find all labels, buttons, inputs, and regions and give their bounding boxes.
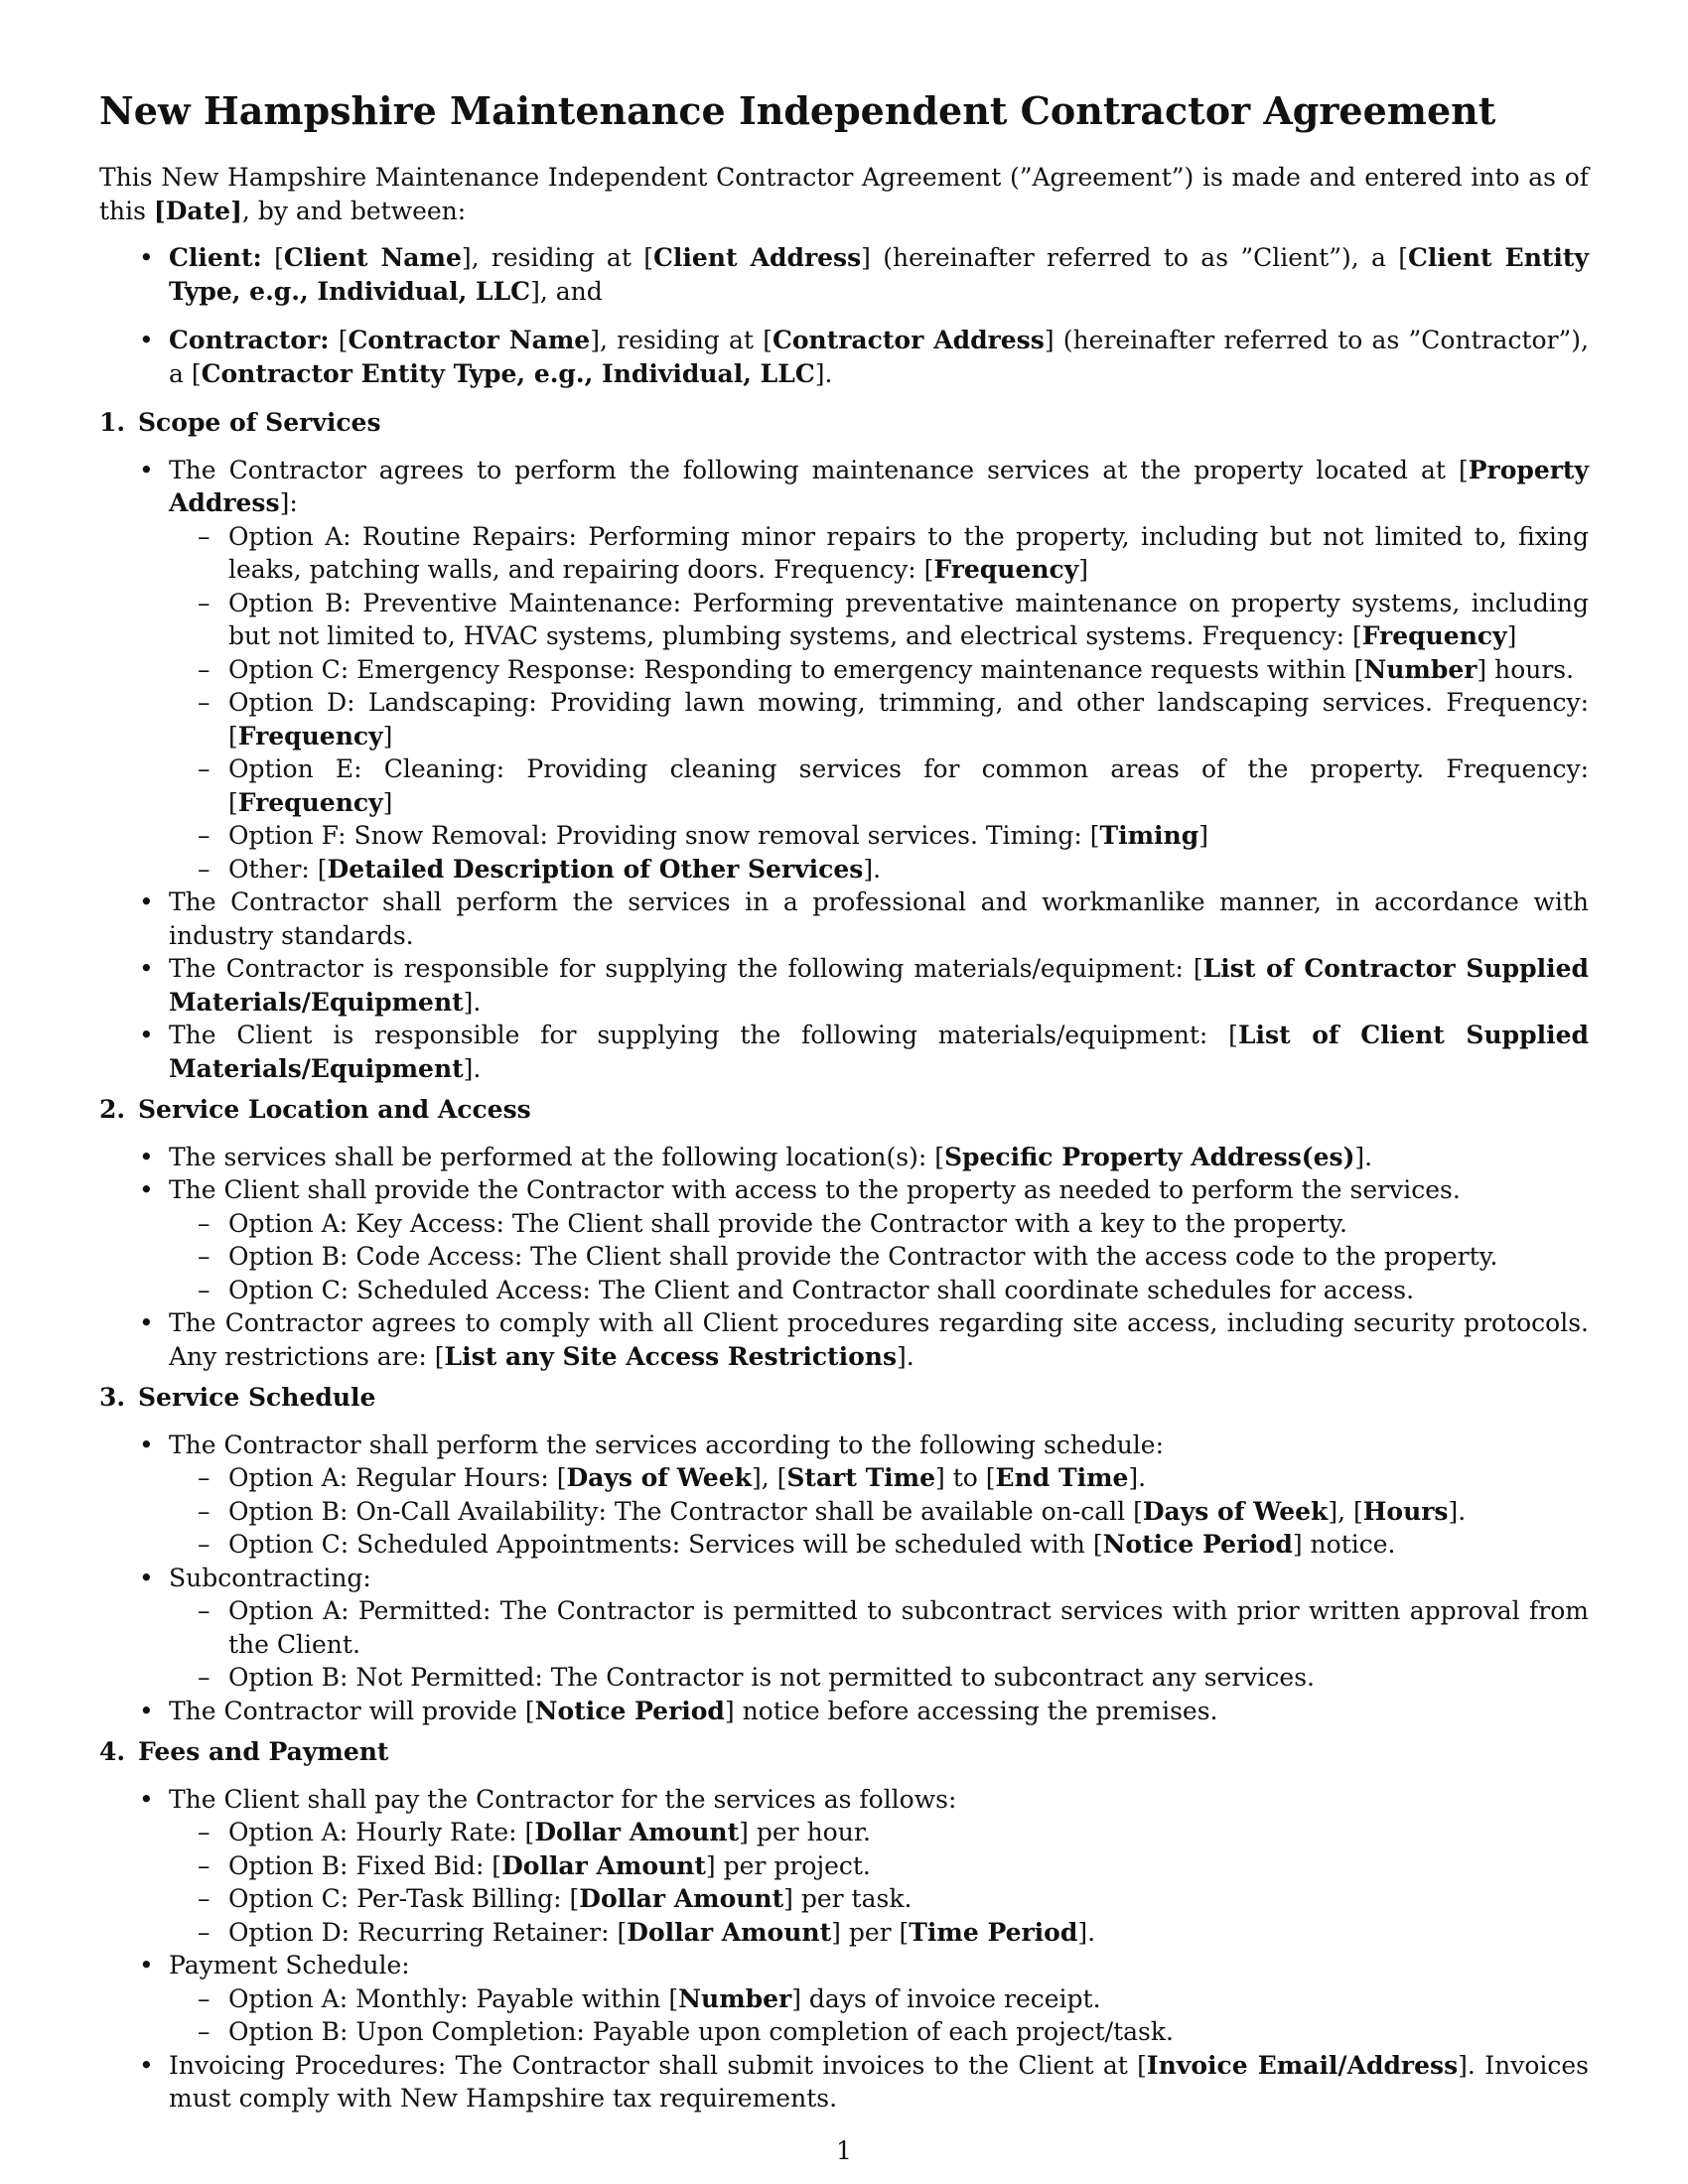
section-heading: 1. Scope of Services: [99, 408, 381, 437]
party-client: • Client: [Client Name], residing at [Client Address] (hereinafter referred to as ”Client”), a [Client Entity Type, e.g., Individual, LLC], and: [139, 243, 1589, 306]
option-item: – Option D: Recurring Retainer: [Dollar Amount] per [Time Period].: [198, 1917, 1096, 1947]
parties-list: [99, 241, 1589, 406]
section-service-schedule: [99, 1381, 1589, 1727]
section-service-location: [99, 1093, 1589, 1373]
section-heading: 2. Service Location and Access: [99, 1095, 531, 1124]
bullet: •: [139, 326, 154, 354]
option-item: – Option B: Preventive Maintenance: Performing preventative maintenance on property systems, including but not limited to, HVAC systems, plumbing systems, and electrical systems. Frequency: [Frequency]: [198, 588, 1589, 650]
bullet: •: [139, 243, 154, 272]
option-item: – Option F: Snow Removal: Providing snow removal services. Timing: [Timing]: [198, 821, 1208, 850]
option-item: – Option B: Fixed Bid: [Dollar Amount] per project.: [198, 1850, 871, 1880]
section-heading: 4. Fees and Payment: [99, 1737, 389, 1766]
list-item: • The Contractor will provide [Notice Period] notice before accessing the premises.: [139, 1696, 1218, 1725]
intro-paragraph: This New Hampshire Maintenance Independent Contractor Agreement (”Agreement”) is made and entered into as of this [Date], by and between:: [99, 163, 1589, 225]
section-fees-and-payment: [99, 1735, 1589, 2116]
document-title: New Hampshire Maintenance Independent Contractor Agreement: [99, 88, 1496, 133]
sections: [99, 406, 1589, 2123]
option-item: – Option A: Regular Hours: [Days of Week], [Start Time] to [End Time].: [198, 1463, 1147, 1492]
option-item: – Option B: On-Call Availability: The Contractor shall be available on-call [Days of Week], [Hours].: [198, 1496, 1467, 1526]
page-number: 1: [836, 2136, 852, 2165]
list-item: • The Client is responsible for supplying the following materials/equipment: [List of Client Supplied Materials/Equipment].: [139, 1021, 1589, 1083]
option-item: – Option E: Cleaning: Providing cleaning services for common areas of the property. Frequency: [Frequency]: [198, 754, 1589, 817]
list-item: • The Contractor is responsible for supplying the following materials/equipment: [List of Contractor Supplied Materials/Equipment].: [139, 954, 1589, 1017]
option-item: – Option B: Not Permitted: The Contractor is not permitted to subcontract any services.: [198, 1663, 1315, 1692]
option-item: – Option C: Scheduled Access: The Client and Contractor shall coordinate schedules for access.: [198, 1275, 1415, 1304]
option-item: – Option B: Upon Completion: Payable upon completion of each project/task.: [198, 2017, 1174, 2046]
section-scope-of-services: [99, 406, 1589, 1085]
list-item: • The Contractor agrees to perform the following maintenance services at the property located at [Property Address]:: [139, 455, 1589, 517]
list-item: • Invoicing Procedures: The Contractor shall submit invoices to the Client at [Invoice Email/Address]. Invoices must comply with New Hampshire tax requirements.: [139, 2050, 1589, 2113]
party-contractor: • Contractor: [Contractor Name], residing at [Contractor Address] (hereinafter referred to as ”Contractor”), a [Contractor Entity Type, e.g., Individual, LLC].: [139, 326, 1589, 388]
option-item: – Option C: Emergency Response: Responding to emergency maintenance requests within [Number] hours.: [198, 654, 1575, 684]
option-item: – Option D: Landscaping: Providing lawn mowing, trimming, and other landscaping services. Frequency: [Frequency]: [198, 688, 1589, 751]
list-item: • The Contractor shall perform the services in a professional and workmanlike manner, in accordance with industry standards.: [139, 887, 1589, 950]
list-item: • The Client shall provide the Contractor with access to the property as needed to perform the services.: [139, 1175, 1461, 1204]
option-item: – Option A: Routine Repairs: Performing minor repairs to the property, including but not limited to, fixing leaks, patching walls, and repairing doors. Frequency: [Frequency]: [198, 521, 1589, 584]
option-item: – Option A: Key Access: The Client shall provide the Contractor with a key to the property.: [198, 1208, 1347, 1238]
option-item: – Option C: Per-Task Billing: [Dollar Amount] per task.: [198, 1884, 913, 1913]
option-item: – Option B: Code Access: The Client shall provide the Contractor with the access code to the property.: [198, 1242, 1498, 1271]
list-item: • The services shall be performed at the following location(s): [Specific Property Address(es)].: [139, 1142, 1373, 1171]
option-item: – Option A: Monthly: Payable within [Number] days of invoice receipt.: [198, 1983, 1101, 2013]
list-item: • The Contractor agrees to comply with all Client procedures regarding site access, including security protocols. Any restrictions are: [List any Site Access Restrictions].: [139, 1308, 1589, 1371]
list-item: • Subcontracting:: [139, 1563, 371, 1592]
section-heading: 3. Service Schedule: [99, 1383, 376, 1412]
option-item: – Option A: Permitted: The Contractor is permitted to subcontract services with prior written approval from the Client.: [198, 1596, 1589, 1659]
option-item: – Option C: Scheduled Appointments: Services will be scheduled with [Notice Period] notice.: [198, 1530, 1396, 1559]
option-item: – Option A: Hourly Rate: [Dollar Amount] per hour.: [198, 1818, 871, 1846]
list-item: • Payment Schedule:: [139, 1951, 410, 1979]
option-item: – Other: [Detailed Description of Other Services].: [198, 854, 882, 884]
list-item: • The Client shall pay the Contractor for the services as follows:: [139, 1784, 957, 1814]
list-item: • The Contractor shall perform the services according to the following schedule:: [139, 1430, 1165, 1459]
